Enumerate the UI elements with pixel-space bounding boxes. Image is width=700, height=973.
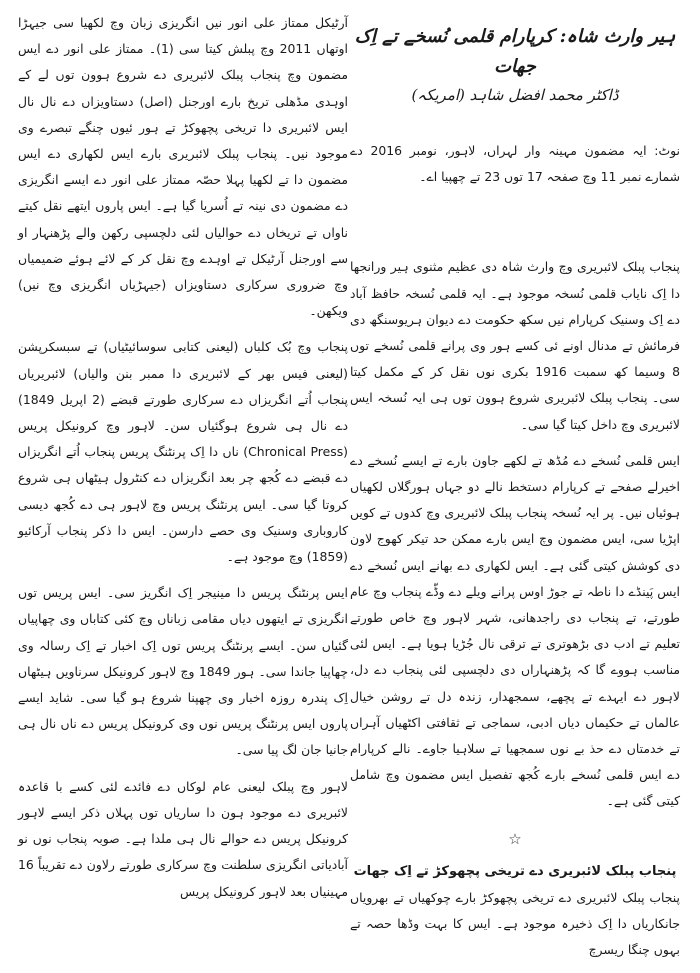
- section-title: پنجاب پبلک لائبریری دے تریخی پچھوکڑ تے اِک جھات: [353, 863, 677, 879]
- body-paragraph: لاہور وچ پبلک لیعنی عام لوکاں دے فائدے لئی کسے با قاعدہ لائبریری دے موجود ہون دا ساریاں توں پہلاں ذکر ایسے لاہور کرونیکل پریس دے حوالے نال ہی ملدا ہے۔ صوبہ پنجاب نوں نو آبادیاتی انگریزی سلطنت وچ سرکاری طورتے رلاون دے تقریباً 16 مہینیاں بعد لاہور کرونیکل پریس: [18, 778, 348, 899]
- publication-note: نوٹ: ایہ مضمون مہینہ وار لہراں، لاہور، نومبر 2016 دے شمارے نمبر 11 وچ صفحہ 17 توں 23 تے چھپیا اے۔: [350, 143, 680, 185]
- right-column: [350, 22, 680, 973]
- article-author: ڈاکٹر محمد افضل شاہد (امریکہ): [411, 86, 619, 104]
- body-paragraph: پنجاب پبلک لائبریری دے تریخی پچھوکڑ بارے چوکھیاں تے بھرویاں جانکاریاں دا اِک ذخیرہ موجود ہے۔ ایس کا بہت وڈھا حصہ تے بہوں چنگا ریسرچ: [350, 889, 680, 958]
- article-title: ہیر وارث شاہ: کرپارام قلمی نُسخے تے اِک جھات: [354, 26, 676, 77]
- body-paragraph: پنجاب پبلک لائبریری وچ وارث شاہ دی عظیم مثنوی ہیر ورانجھا دا اِک نایاب قلمی نُسخہ موجود ہے۔ ایہ قلمی نُسخہ حافظ آباد دے اِک وسنیک کرپارام نیں سکھ حکومت دے دیوان ہریوسنگھ دی فرمائش تے مدنال اونے ئی کسے ہور وی پرانے قلمی نُسخے توں 8 وسیما کھ سمبت 1916 بکری نوں نقل کر کے مکمل کیتا سی۔ پنجاب پبلک لائبریری شروع ہوون توں ہی ایہ نُسخہ ایس لائبریری وچ داخل کیتا گیا سی۔: [350, 259, 680, 432]
- star-divider-icon: ☆: [508, 829, 522, 848]
- left-column: [18, 10, 348, 915]
- body-paragraph: پنجاب وچ بُک کلباں (لیعنی کتابی سوسائیٹیاں) تے سبسکرپشن (لیعنی فیس بھر کے لائبریری دا ممبر بنن والیاں) لائبریریاں پنجاب اُتے انگریزاں دے سرکاری طورتے قبضے (2 اپریل 1849) دے نال ہی شروع ہوگئیاں سن۔ لاہور وچ کرونیکل پریس (Chronical Press) ناں دا اِک پرنٹنگ پریس پنجاب اُتے انگریزاں دے قبضے دے کُجھ چر بعد انگریزاں دے کنٹرول ہیٹھاں ہی شروع کروتا گیا سی۔ ایس پرنٹنگ پریس وچ لاہور ہی دے کُجھ دیسی کاروباری وسنیک وی حصے دارسن۔ ایس دا ذکر پنجاب آرکائیو (1859) وچ موجود ہے۔: [18, 339, 349, 565]
- body-paragraph: آرٹیکل ممتاز علی انور نیں انگریزی زبان وچ لکھیا سی جیہڑا اوتھاں 2011 وچ پبلش کیتا سی (1)۔ ممتاز علی انور دے ایس مضمون وچ پنجاب پبلک لائبریری دے شروع ہوون توں لے کے اوہدی مڈھلی تریخ بارے اورجنل (اصل) دستاویزاں دے نال نال ایس لائبریری دا تریخی پچھوکڑ تے ہور ئیوں چنگے تبصرے وی موجود نیں۔ پنجاب پبلک لائبریری بارے ایس لکھاری دے ایس مضمون دا تے لکھیا پہلا حصّہ ممتاز علی انور دے ایسے انگریزی دے مضمون دی نینہ تے اُسریا گیا ہے۔ ایس پاروں ایتھے نقل کیتے ناواں تے تریخاں دے حوالیاں لئی دلچسپی رکھن والے پڑھنہار او سے اورجنل آرٹیکل تے اوہدے وچ نقل کر کے لائے ہوئے ضمیمیاں وچ ضروری سرکاری دستاویزاں (جیہڑیاں انگریزی وچ نیں) ویکھن۔: [18, 15, 348, 319]
- body-paragraph: ایس پرنٹنگ پریس دا مینیجر اِک انگریز سی۔ ایس پریس توں انگریزی تے ایتھوں دیاں مقامی زباناں وچ کئی کتاباں وی چھاپیاں گئیاں سن۔ ایسے پرنٹنگ پریس توں اِک اخبار تے اِک رسالہ وی چھاپیا جاندا سی۔ ہور 1849 وچ لاہور کرونیکل سرناویں ہیٹھاں اِک پندرہ روزہ اخبار وی چھپنا شروع ہو گیا سی۔ شاید ایسے پاروں ایس پرنٹنگ پریس نوں وی کرونیکل پریس دے ناں نال ہی جانیا جان لگ پیا سی۔: [18, 585, 348, 758]
- body-paragraph: ایس قلمی نُسخے دے مُڈھ تے لکھے جاون بارے تے ایسے نُسخے دے اخیرلے صفحے تے کرپارام دستخط نالے دو جہاں ہورگلاں لکھیاں ہوئیاں نیں۔ پر ایہ نُسخہ پنجاب پبلک لائبریری وچ کدوں تے کویں اپڑیا سی، ایس مضمون وچ ایس بارے ممکن حد تیکر کھوج لاون دی کوشش کیتی گئی ہے۔ ایس لکھاری دے بھانے ایس نُسخے دے ایس پَینڈے دا ناطہ تے جوڑ اوس پرانے ویلے دے وڈّے پنجاب وچ عام طورتے، تے پنجاب دی راجدھانی، شہر لاہور وچ خاص طورتے تعلیم تے ادب دی بڑھوتری تے ترقی نال جُڑیا ہویا ہے۔ ایس لئی مناسب ہووے گا کہ پڑھنہاراں دی دلچسپی لئی پنجاب دے دل، لاہور دے ایہدے تے پچھے، سمجھدار، زندہ دل تے روشن خیال عالماں تے حکیماں دیاں ادبی، سماجی تے ثقافتی اکٹھیاں آہراں تے خدمتاں دے حذ بے نوں سمجھیا تے سلاہیا جاوے۔ نالے کرپارام دے ایس قلمی نُسخے بارے کُجھ تفصیل ایس مضمون وچ شامل کیتی گئی ہے۔: [350, 452, 680, 809]
